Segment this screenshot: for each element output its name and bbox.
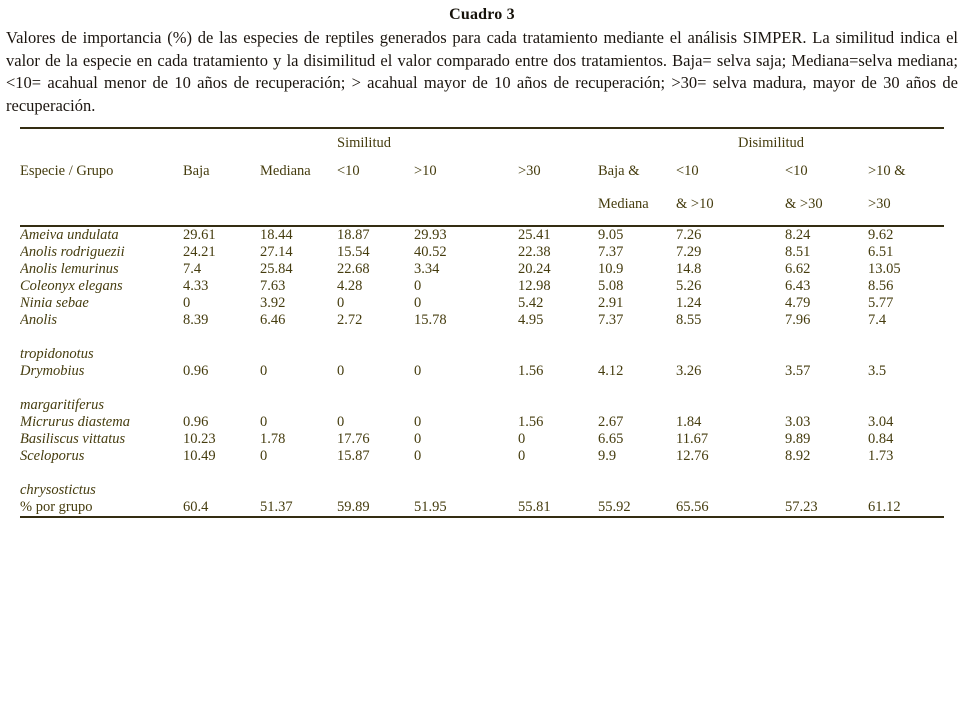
value-cell: 0.84 (868, 431, 894, 447)
table-row (20, 499, 944, 517)
value-cell: 4.95 (518, 312, 544, 328)
value-cell: 9.62 (868, 227, 894, 243)
value-cell: 15.78 (414, 312, 447, 328)
value-cell: 0.96 (183, 363, 209, 379)
value-cell: 5.08 (598, 278, 624, 294)
disimilitud-group-header: Disimilitud (737, 135, 805, 151)
column-header-mayor10 (414, 154, 518, 226)
row-label-cell (20, 448, 183, 499)
value-cell: 7.63 (260, 278, 286, 294)
value-cell: 0 (518, 448, 526, 464)
column-header-line: >30 (518, 163, 541, 179)
value-cell: 25.84 (260, 261, 293, 277)
row-label-line: % por grupo (20, 499, 93, 515)
table-body (20, 226, 944, 517)
value-cell: 0 (414, 431, 422, 447)
simper-table (20, 127, 944, 518)
value-cell: 6.62 (785, 261, 811, 277)
column-header-line: & >10 (676, 196, 714, 212)
value-cell: 25.41 (518, 227, 551, 243)
value-cell: 7.96 (785, 312, 811, 328)
row-label-line: Basiliscus vittatus (20, 431, 126, 447)
row-label-cell (20, 244, 183, 261)
value-cell: 3.03 (785, 414, 811, 430)
value-cell: 0 (414, 278, 422, 294)
row-label-line: Coleonyx elegans (20, 278, 123, 294)
value-cell: 61.12 (868, 499, 944, 517)
value-cell: 12.76 (676, 448, 709, 464)
value-cell: 0 (260, 414, 268, 430)
value-cell: 15.54 (337, 244, 370, 260)
value-cell: 8.92 (785, 448, 811, 464)
column-header-row (20, 154, 944, 226)
value-cell: 0 (183, 295, 191, 311)
value-cell: 7.29 (676, 244, 702, 260)
table-row (20, 295, 944, 312)
table-title: Cuadro 3 (449, 6, 515, 23)
column-header-menor10-mayor30 (785, 154, 868, 226)
value-cell: 59.89 (337, 499, 414, 517)
table-row (20, 226, 944, 244)
value-cell: 17.76 (337, 431, 370, 447)
value-cell: 7.4 (868, 312, 887, 328)
group-header-spacer (20, 128, 337, 154)
value-cell: 1.56 (518, 363, 544, 379)
value-cell: 6.46 (260, 312, 286, 328)
value-cell: 8.39 (183, 312, 209, 328)
value-cell: 18.87 (337, 227, 370, 243)
value-cell: 27.14 (260, 244, 293, 260)
column-header-line: Mediana (598, 196, 649, 212)
value-cell: 55.92 (598, 499, 676, 517)
value-cell: 5.26 (676, 278, 702, 294)
row-label-line: margaritiferus (20, 397, 105, 413)
row-label-line: Anolis rodriguezii (20, 244, 125, 260)
value-cell: 10.49 (183, 448, 216, 464)
group-header-row (20, 128, 944, 154)
value-cell: 15.87 (337, 448, 370, 464)
value-cell: 4.33 (183, 278, 209, 294)
row-label-cell (20, 499, 183, 517)
row-label-cell (20, 226, 183, 244)
row-label-line: Micrurus diastema (20, 414, 130, 430)
row-label-cell (20, 312, 183, 363)
column-header-baja-mediana (598, 154, 676, 226)
column-header-baja (183, 154, 260, 226)
column-header-menor10 (337, 154, 414, 226)
value-cell: 9.9 (598, 448, 617, 464)
column-header-line: Mediana (260, 163, 311, 179)
value-cell: 29.61 (183, 227, 216, 243)
value-cell: 10.23 (183, 431, 216, 447)
value-cell: 6.51 (868, 244, 894, 260)
table-row (20, 244, 944, 261)
table-row (20, 363, 944, 414)
value-cell: 0 (414, 363, 422, 379)
value-cell: 8.24 (785, 227, 811, 243)
row-label-cell (20, 261, 183, 278)
value-cell: 0 (518, 431, 526, 447)
value-cell: 29.93 (414, 227, 447, 243)
column-header-line: Especie / Grupo (20, 163, 114, 179)
value-cell: 3.04 (868, 414, 894, 430)
value-cell: 0 (414, 414, 422, 430)
value-cell: 3.34 (414, 261, 440, 277)
value-cell: 3.26 (676, 363, 702, 379)
value-cell: 5.77 (868, 295, 894, 311)
table-caption: Valores de importancia (%) de las especies de reptiles generados para cada tratamiento mediante el análisis SIMPER. La similitud indica el valor de la especie en cada tratamiento y la disimilitud el valor comparado entre dos tratamientos. Baja= selva saja; Mediana=selva mediana; <10= acahual menor de 10 años de recuperación; > acahual mayor de 10 años de recuperación; >30= selva madura, mayor de 30 años de recuperación. (6, 28, 958, 115)
row-label-cell (20, 295, 183, 312)
row-label-cell (20, 414, 183, 431)
value-cell: 3.5 (868, 363, 887, 379)
value-cell: 22.68 (337, 261, 370, 277)
column-header-line: >10 (414, 163, 437, 179)
value-cell: 6.65 (598, 431, 624, 447)
column-header-line: >10 & (868, 163, 906, 179)
value-cell: 4.28 (337, 278, 363, 294)
table-row (20, 312, 944, 363)
column-header-especie (20, 154, 183, 226)
row-label-cell (20, 363, 183, 414)
value-cell: 8.56 (868, 278, 894, 294)
column-header-mayor30 (518, 154, 598, 226)
table-row (20, 414, 944, 431)
value-cell: 55.81 (518, 499, 598, 517)
value-cell: 3.92 (260, 295, 286, 311)
value-cell: 57.23 (785, 499, 868, 517)
value-cell: 65.56 (676, 499, 785, 517)
value-cell: 0 (414, 295, 422, 311)
value-cell: 3.57 (785, 363, 811, 379)
value-cell: 0 (414, 448, 422, 464)
value-cell: 1.84 (676, 414, 702, 430)
value-cell: 51.95 (414, 499, 518, 517)
value-cell: 24.21 (183, 244, 216, 260)
column-header-line: >30 (868, 196, 891, 212)
value-cell: 6.43 (785, 278, 811, 294)
value-cell: 60.4 (183, 499, 260, 517)
column-header-menor10-mayor10 (676, 154, 785, 226)
value-cell: 0 (337, 295, 345, 311)
value-cell: 7.26 (676, 227, 702, 243)
value-cell: 20.24 (518, 261, 551, 277)
row-label-line: Anolis (20, 312, 58, 328)
value-cell: 18.44 (260, 227, 293, 243)
value-cell: 9.89 (785, 431, 811, 447)
column-header-line: & >30 (785, 196, 823, 212)
column-header-mediana (260, 154, 337, 226)
value-cell: 0 (260, 448, 268, 464)
column-header-line: <10 (337, 163, 360, 179)
value-cell: 12.98 (518, 278, 551, 294)
table-row (20, 261, 944, 278)
value-cell: 7.4 (183, 261, 202, 277)
value-cell: 51.37 (260, 499, 337, 517)
value-cell: 2.67 (598, 414, 624, 430)
value-cell: 9.05 (598, 227, 624, 243)
row-label-line: chrysostictus (20, 482, 96, 498)
value-cell: 0 (337, 363, 345, 379)
row-label-line: Drymobius (20, 363, 85, 379)
column-header-line: Baja (183, 163, 210, 179)
column-header-mayor10-mayor30 (868, 154, 944, 226)
value-cell: 8.55 (676, 312, 702, 328)
table-row (20, 448, 944, 499)
value-cell: 2.72 (337, 312, 363, 328)
row-label-cell (20, 278, 183, 295)
value-cell: 14.8 (676, 261, 702, 277)
value-cell: 7.37 (598, 312, 624, 328)
value-cell: 0.96 (183, 414, 209, 430)
value-cell: 11.67 (676, 431, 709, 447)
value-cell: 4.12 (598, 363, 624, 379)
column-header-line: Baja & (598, 163, 640, 179)
value-cell: 0 (260, 363, 268, 379)
value-cell: 7.37 (598, 244, 624, 260)
row-label-line: Anolis lemurinus (20, 261, 119, 277)
row-label-cell (20, 431, 183, 448)
value-cell: 40.52 (414, 244, 447, 260)
value-cell: 10.9 (598, 261, 624, 277)
table-row (20, 431, 944, 448)
value-cell: 0 (337, 414, 345, 430)
row-label-line: Sceloporus (20, 448, 85, 464)
value-cell: 4.79 (785, 295, 811, 311)
value-cell: 1.78 (260, 431, 286, 447)
value-cell: 1.56 (518, 414, 544, 430)
similitud-group-header: Similitud (337, 135, 391, 151)
table-row (20, 278, 944, 295)
value-cell: 5.42 (518, 295, 544, 311)
value-cell: 2.91 (598, 295, 624, 311)
row-label-line: Ameiva undulata (20, 227, 119, 243)
column-header-line: <10 (676, 163, 699, 179)
value-cell: 1.24 (676, 295, 702, 311)
value-cell: 22.38 (518, 244, 551, 260)
row-label-line: Ninia sebae (20, 295, 89, 311)
value-cell: 1.73 (868, 448, 894, 464)
value-cell: 8.51 (785, 244, 811, 260)
column-header-line: <10 (785, 163, 808, 179)
value-cell: 13.05 (868, 261, 901, 277)
row-label-line: tropidonotus (20, 346, 94, 362)
